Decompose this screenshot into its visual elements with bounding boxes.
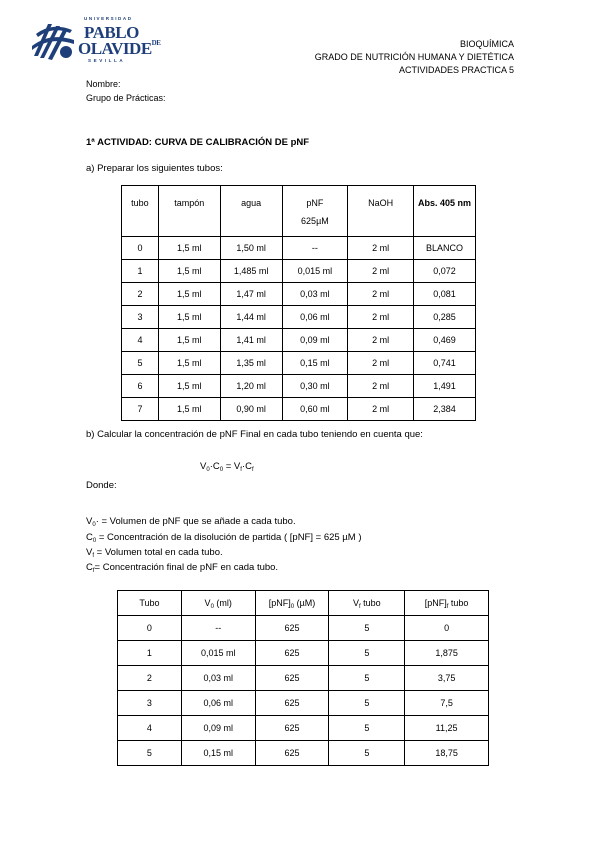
table-cell: 625	[255, 716, 329, 741]
table-cell: 0,03 ml	[282, 283, 348, 306]
table-cell: 0,09 ml	[181, 716, 255, 741]
formula-eq-vf: = V	[223, 461, 241, 472]
table-cell: 2 ml	[348, 329, 414, 352]
final-concentration-table	[117, 590, 489, 766]
part-a-instruction: a) Preparar los siguientes tubos:	[86, 163, 223, 174]
table-cell: 5	[122, 352, 159, 375]
formula-vf-sub: f	[240, 467, 242, 473]
logo-line2-text: OLAVIDE	[78, 39, 152, 58]
def-cf-symbol: C	[86, 562, 93, 573]
table-cell: 5	[118, 741, 182, 766]
formula-v0: V	[200, 461, 207, 472]
table-cell: 1,5 ml	[158, 329, 220, 352]
table-header-row	[118, 591, 489, 616]
header-pnf-conc: 625µM	[301, 216, 329, 226]
table-cell: 625	[255, 691, 329, 716]
table-cell: 2	[122, 283, 159, 306]
formula-c0: ·C	[209, 461, 220, 472]
final-concentration-table-body	[118, 616, 489, 766]
table-cell: 1	[122, 260, 159, 283]
def-vf-text: = Volumen total en cada tubo.	[94, 547, 223, 558]
header-subject: BIOQUÍMICA	[459, 39, 514, 49]
table-cell: 5	[329, 741, 405, 766]
table-row	[122, 329, 476, 352]
table-cell: 3	[118, 691, 182, 716]
table-row	[122, 260, 476, 283]
table-cell: 1,491	[414, 375, 476, 398]
table-cell: BLANCO	[414, 237, 476, 260]
table-cell: 5	[329, 641, 405, 666]
def-c0-symbol: C	[86, 532, 93, 543]
logo-city-text: SEVILLA	[88, 58, 126, 63]
document-header	[315, 38, 514, 77]
header-cf-sub: f	[446, 604, 449, 610]
table-cell: 2 ml	[348, 283, 414, 306]
table-cell: 2 ml	[348, 352, 414, 375]
logo-name-line2	[78, 39, 160, 59]
table-cell: 0	[118, 616, 182, 641]
table-cell: 0,60 ml	[282, 398, 348, 421]
header-activity: ACTIVIDADES PRACTICA 5	[398, 65, 514, 75]
table-cell: 0,081	[414, 283, 476, 306]
table-cell: 2 ml	[348, 237, 414, 260]
table-cell: 1,5 ml	[158, 306, 220, 329]
header-v0	[181, 591, 255, 616]
header-cf	[405, 591, 489, 616]
table-row	[118, 666, 489, 691]
table-cell: 0,15 ml	[282, 352, 348, 375]
table-cell: 1,41 ml	[220, 329, 282, 352]
def-c0-sub: 0	[92, 538, 97, 544]
table-cell: 1,5 ml	[158, 237, 220, 260]
header-tubo: Tubo	[118, 591, 182, 616]
logo-line2-suffix: DE	[151, 39, 161, 47]
def-vf-sub: f	[92, 553, 95, 559]
header-cf-unit: tubo	[448, 598, 469, 608]
table-cell: 11,25	[405, 716, 489, 741]
table-cell: 0,06 ml	[181, 691, 255, 716]
table-cell: 6	[122, 375, 159, 398]
header-vf-symbol: V	[352, 598, 359, 608]
header-vf	[329, 591, 405, 616]
table-cell: 2,384	[414, 398, 476, 421]
table-cell: --	[181, 616, 255, 641]
header-vf-unit: tubo	[360, 598, 381, 608]
header-pnf-label: pNF	[306, 198, 324, 208]
formula-cf-sub: f	[251, 467, 254, 473]
activity-title: 1ª ACTIVIDAD: CURVA DE CALIBRACIÓN DE pNF	[86, 137, 310, 148]
part-b-instruction: b) Calcular la concentración de pNF Final en cada tubo teniendo en cuenta que:	[86, 429, 423, 440]
table-cell: 625	[255, 616, 329, 641]
header-c0	[255, 591, 329, 616]
table-cell: 5	[329, 691, 405, 716]
table-cell: 1,485 ml	[220, 260, 282, 283]
table-cell: 0,015 ml	[282, 260, 348, 283]
table-cell: 2 ml	[348, 375, 414, 398]
header-pnf	[282, 186, 348, 237]
logo-name-line1: PABLO	[84, 23, 139, 42]
table-cell: 2	[118, 666, 182, 691]
table-cell: 7	[122, 398, 159, 421]
dilution-formula	[200, 460, 254, 473]
table-cell: 0,03 ml	[181, 666, 255, 691]
table-row	[122, 237, 476, 260]
table-row	[118, 716, 489, 741]
university-emblem-icon	[30, 18, 76, 64]
table-cell: 2 ml	[348, 260, 414, 283]
table-cell: 1,5 ml	[158, 375, 220, 398]
table-row	[122, 398, 476, 421]
header-tampon: tampón	[158, 186, 220, 237]
table-cell: 4	[118, 716, 182, 741]
table-cell: 1	[118, 641, 182, 666]
table-cell: 0	[405, 616, 489, 641]
table-cell: 1,20 ml	[220, 375, 282, 398]
table-cell: 2 ml	[348, 306, 414, 329]
table-row	[118, 691, 489, 716]
calibration-table-body	[122, 237, 476, 421]
table-cell: 0,015 ml	[181, 641, 255, 666]
table-cell: 3	[122, 306, 159, 329]
table-cell: 0,15 ml	[181, 741, 255, 766]
table-row	[118, 641, 489, 666]
table-cell: 1,5 ml	[158, 283, 220, 306]
group-field-label: Grupo de Prácticas:	[86, 93, 166, 103]
table-cell: 1,5 ml	[158, 398, 220, 421]
formula-cf: ·C	[241, 461, 252, 472]
table-row	[122, 352, 476, 375]
table-row	[122, 306, 476, 329]
header-tubo: tubo	[122, 186, 159, 237]
def-cf-text: = Concentración final de pNF en cada tubo.	[94, 562, 279, 573]
def-v0-symbol: V	[86, 516, 93, 527]
header-vf-sub: f	[358, 604, 361, 610]
def-c0-text: = Concentración de la disolución de partida ( [pNF] = 625 µM )	[96, 532, 362, 543]
def-vf-symbol: V	[86, 547, 93, 558]
definition-vf	[86, 546, 223, 559]
header-cf-symbol: [pNF]	[424, 598, 447, 608]
table-cell: 5	[329, 716, 405, 741]
header-abs: Abs. 405 nm	[414, 186, 476, 237]
table-row	[122, 375, 476, 398]
def-cf-sub: f	[92, 568, 95, 574]
table-cell: 1,47 ml	[220, 283, 282, 306]
def-v0-text: · = Volumen de pNF que se añade a cada tubo.	[95, 516, 296, 527]
table-cell: 0,072	[414, 260, 476, 283]
def-v0-sub: 0	[92, 522, 96, 528]
donde-label: Donde:	[86, 480, 117, 491]
definition-cf	[86, 561, 278, 574]
table-cell: 0,90 ml	[220, 398, 282, 421]
formula-c0-sub: 0	[219, 467, 224, 473]
definition-c0	[86, 531, 362, 544]
table-cell: --	[282, 237, 348, 260]
table-cell: 625	[255, 641, 329, 666]
header-c0-sub: 0	[290, 604, 295, 610]
formula-v0-sub: 0	[206, 467, 210, 473]
header-v0-symbol: V	[204, 598, 211, 608]
table-cell: 5	[329, 616, 405, 641]
table-row	[118, 741, 489, 766]
header-agua: agua	[220, 186, 282, 237]
table-cell: 0,285	[414, 306, 476, 329]
header-degree: GRADO DE NUTRICIÓN HUMANA Y DIETÉTICA	[314, 52, 514, 62]
table-cell: 0,30 ml	[282, 375, 348, 398]
definition-v0	[86, 515, 296, 528]
table-cell: 1,35 ml	[220, 352, 282, 375]
table-cell: 0,09 ml	[282, 329, 348, 352]
name-field-label: Nombre:	[86, 79, 121, 89]
header-naoh: NaOH	[348, 186, 414, 237]
table-row	[122, 283, 476, 306]
table-cell: 1,44 ml	[220, 306, 282, 329]
table-cell: 1,5 ml	[158, 260, 220, 283]
table-cell: 1,50 ml	[220, 237, 282, 260]
table-cell: 2 ml	[348, 398, 414, 421]
table-cell: 5	[329, 666, 405, 691]
table-cell: 1,5 ml	[158, 352, 220, 375]
table-header-row	[122, 186, 476, 237]
header-c0-symbol: [pNF]	[268, 598, 291, 608]
table-row	[118, 616, 489, 641]
header-v0-sub: 0	[210, 604, 214, 610]
table-cell: 625	[255, 666, 329, 691]
table-cell: 4	[122, 329, 159, 352]
table-cell: 7,5	[405, 691, 489, 716]
table-cell: 0,741	[414, 352, 476, 375]
table-cell: 0,469	[414, 329, 476, 352]
table-cell: 3,75	[405, 666, 489, 691]
table-cell: 625	[255, 741, 329, 766]
table-cell: 1,875	[405, 641, 489, 666]
table-cell: 0,06 ml	[282, 306, 348, 329]
table-cell: 18,75	[405, 741, 489, 766]
university-logo	[30, 16, 161, 64]
header-c0-unit: (µM)	[294, 598, 316, 608]
logo-top-text: UNIVERSIDAD	[84, 16, 133, 21]
calibration-tubes-table	[121, 185, 476, 421]
header-v0-unit: (ml)	[213, 598, 232, 608]
table-cell: 0	[122, 237, 159, 260]
